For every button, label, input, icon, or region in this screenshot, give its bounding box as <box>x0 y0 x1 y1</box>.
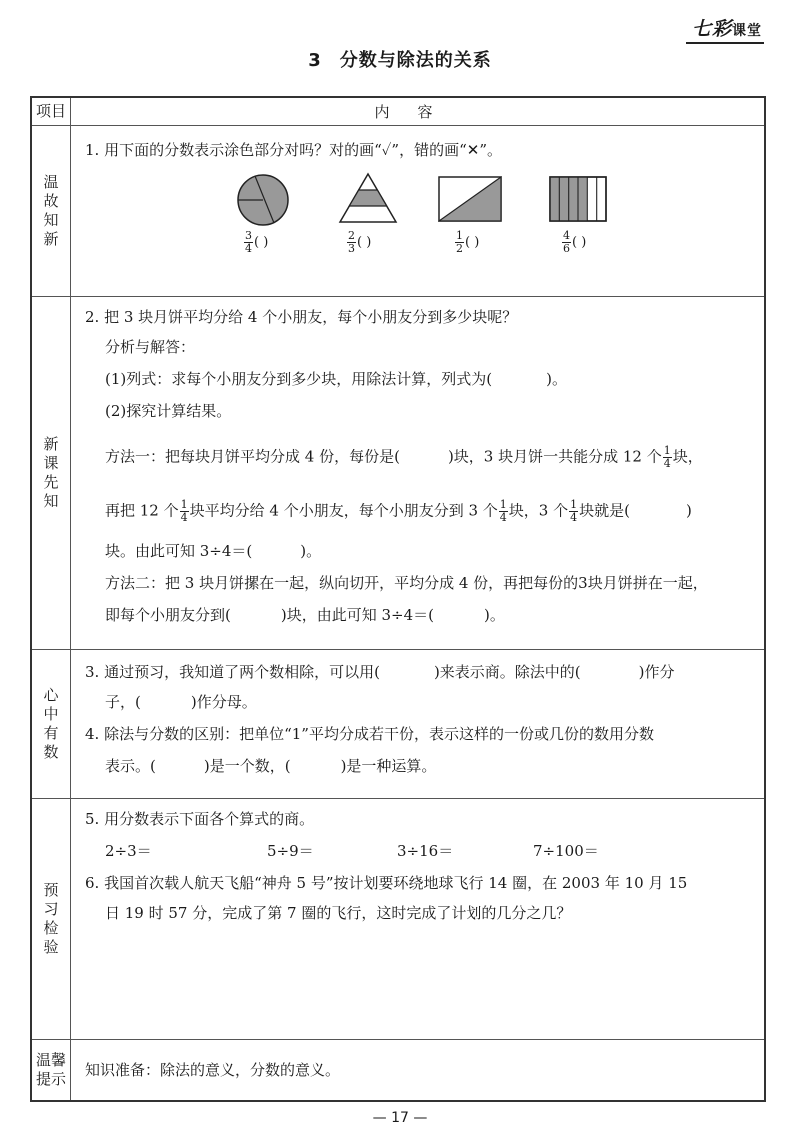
section-label-tip: 温馨 提示 <box>31 1039 71 1101</box>
section-mindful <box>71 649 766 798</box>
page-number: — 17 — <box>372 1110 428 1126</box>
section-review <box>71 125 766 296</box>
method-2-line-1: 方法二：把 3 块月饼摞在一起，纵向切开，平均分成 4 份，再把每份的3块月饼拼在一起， <box>105 573 708 592</box>
header-content: 内容 <box>71 97 766 125</box>
logo-small-text: 课堂 <box>732 23 762 39</box>
expression-2: 5÷9＝ <box>267 841 314 860</box>
section-label-new-lesson: 新 课 先 知 <box>31 296 71 649</box>
method-1-line-3: 块。由此可知 3÷4＝( )。 <box>105 541 322 560</box>
question-4-line-1: 4. 除法与分数的区别：把单位“1”平均分成若干份，表示这样的一份或几份的数用分数 <box>85 724 654 743</box>
question-3-line-2: 子，( )作分母。 <box>105 692 257 711</box>
section-label-mindful: 心 中 有 数 <box>31 649 71 798</box>
worksheet-table <box>30 96 766 1102</box>
figure-2-label: $\frac{2}{3}$ ( ) <box>348 228 372 255</box>
section-tip <box>71 1039 766 1101</box>
section-new-lesson <box>71 296 766 649</box>
brand-logo <box>686 14 764 44</box>
question-2: 2. 把 3 块月饼平均分给 4 个小朋友，每个小朋友分到多少块呢？ <box>85 307 518 326</box>
figure-4-label: $\frac{4}{6}$ ( ) <box>563 228 587 255</box>
step-1: (1)列式：求每个小朋友分到多少块，用除法计算，列式为( )。 <box>105 369 567 388</box>
analysis-heading: 分析与解答： <box>105 337 196 356</box>
expression-4: 7÷100＝ <box>533 841 599 860</box>
question-4-line-2: 表示。( )是一个数，( )是一种运算。 <box>105 756 437 775</box>
expression-1: 2÷3＝ <box>105 841 152 860</box>
circle-figure <box>235 172 291 228</box>
rectangle-figure <box>438 176 502 222</box>
question-5: 5. 用分数表示下面各个算式的商。 <box>85 809 315 828</box>
triangle-figure <box>338 172 398 224</box>
question-6-line-1: 6. 我国首次载人航天飞船“神舟 5 号”按计划要环绕地球飞行 14 圈，在 2003 年 10 月 15 <box>85 873 688 892</box>
step-2: (2)探究计算结果。 <box>105 401 232 420</box>
method-2-line-2: 即每个小朋友分到( )块，由此可知 3÷4＝( )。 <box>105 605 505 624</box>
figure-3-label: $\frac{1}{2}$ ( ) <box>456 228 480 255</box>
title-text: 分数与除法的关系 <box>339 50 492 71</box>
title-number: 3 <box>308 50 322 71</box>
question-3-line-1: 3. 通过预习，我知道了两个数相除，可以用( )来表示商。除法中的( )作分 <box>85 662 675 681</box>
section-label-preview-check: 预 习 检 验 <box>31 798 71 1039</box>
method-1-line-1: 方法一：把每块月饼平均分成 4 份，每份是( )块，3 块月饼一共能分成 12 个 $\frac{1}{4}$ 块， <box>105 443 703 470</box>
figure-1-label: $\frac{3}{4}$ ( ) <box>245 228 269 255</box>
expression-3: 3÷16＝ <box>397 841 454 860</box>
tip-text: 知识准备：除法的意义，分数的意义。 <box>85 1060 341 1079</box>
logo-main-text: 七彩 <box>691 18 732 40</box>
method-1-line-2: 再把 12 个 $\frac{1}{4}$ 块平均分给 4 个小朋友，每个小朋友分到 3 个 $\frac{1}{4}$ 块，3 个 $\frac{1}{4}$ 块就是( ) <box>105 497 692 524</box>
section-label-review: 温 故 知 新 <box>31 125 71 296</box>
question-1: 1. 用下面的分数表示涂色部分对吗？对的画“✓”，错的画“✕”。 <box>85 140 502 159</box>
header-item: 项目 <box>31 97 71 125</box>
section-preview-check <box>71 798 766 1039</box>
striped-rectangle-figure <box>549 176 607 222</box>
page-title <box>0 46 800 72</box>
question-6-line-2: 日 19 时 57 分，完成了第 7 圈的飞行，这时完成了计划的几分之几？ <box>105 903 572 922</box>
